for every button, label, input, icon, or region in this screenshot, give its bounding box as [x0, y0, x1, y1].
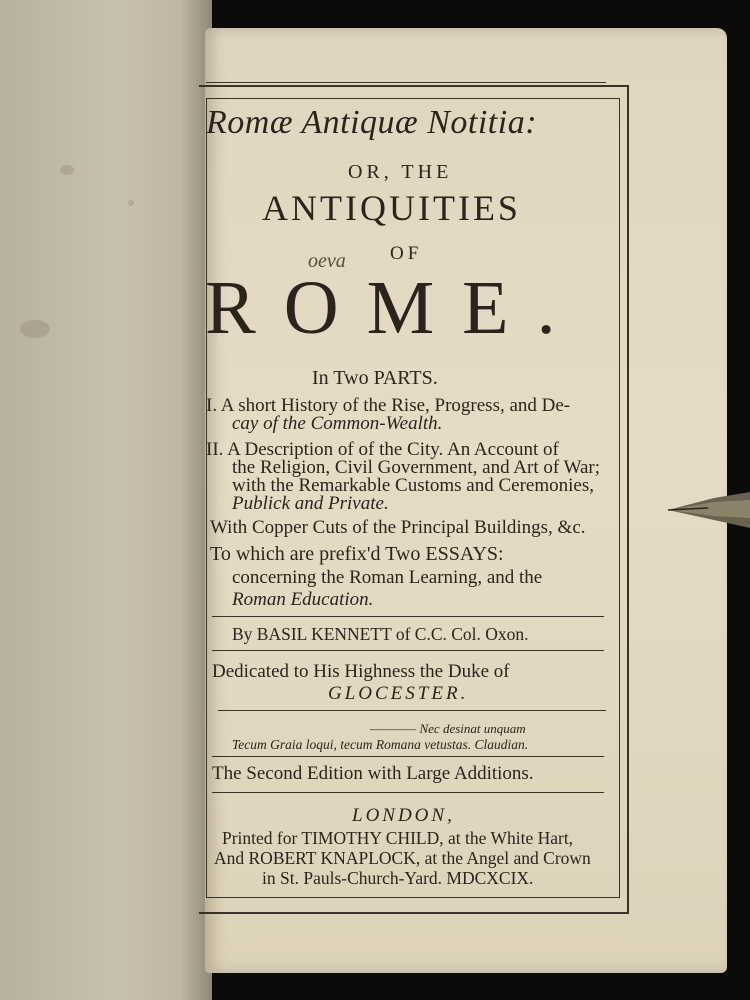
dedication-line-1: Dedicated to His Highness the Duke of	[212, 661, 510, 682]
paper-stain	[60, 165, 74, 175]
title-line-4: OF	[390, 243, 423, 264]
part2-line-a: II. A Description of of the City. An Account of	[206, 439, 559, 460]
parts-heading: In Two PARTS.	[312, 367, 438, 389]
part2-line-b: the Religion, Civil Government, and Art of War;	[232, 457, 601, 478]
paper-stain	[128, 200, 134, 206]
rule-quote-bottom	[212, 756, 604, 757]
part1-line-a: I. A short History of the Rise, Progress, and De-	[206, 395, 571, 416]
rule-author-top	[212, 616, 604, 617]
edition-line: The Second Edition with Large Additions.	[212, 763, 534, 784]
part2-line-c: with the Remarkable Customs and Ceremonies,	[232, 475, 594, 496]
title-line-5: ROME.	[205, 266, 584, 350]
rule-edition-bottom	[212, 792, 604, 793]
facing-blank-page	[0, 0, 212, 1000]
author-line: By BASIL KENNETT of C.C. Col. Oxon.	[232, 624, 529, 644]
essays-line-c: Roman Education.	[232, 589, 374, 610]
quote-line-2: Tecum Graia loqui, tecum Romana vetustas. Claudian.	[232, 737, 529, 752]
imprint-line-2: And ROBERT KNAPLOCK, at the Angel and Crown	[214, 848, 591, 868]
title-line-2: OR, THE	[348, 161, 453, 183]
rule-top	[206, 82, 606, 83]
handwritten-annotation: oeva	[308, 250, 346, 272]
part1-line-b: cay of the Common-Wealth.	[232, 413, 443, 434]
title-line-3: ANTIQUITIES	[262, 188, 521, 228]
title-line-1: Romæ Antiquæ Notitia:	[206, 104, 538, 141]
part2-line-d: Publick and Private.	[232, 493, 389, 514]
imprint-city: LONDON,	[352, 805, 455, 826]
copper-cuts-line: With Copper Cuts of the Principal Buildings, &c.	[210, 517, 586, 538]
paper-stain	[20, 320, 50, 338]
imprint-line-3: in St. Pauls-Church-Yard. MDCXCIX.	[262, 868, 534, 888]
rule-author-bottom	[212, 650, 604, 651]
essays-line-b: concerning the Roman Learning, and the	[232, 567, 543, 588]
essays-line-a: To which are prefix'd Two ESSAYS:	[210, 543, 504, 565]
rule-quote-top	[218, 710, 606, 711]
imprint-line-1: Printed for TIMOTHY CHILD, at the White Hart,	[222, 828, 574, 848]
dedication-line-2: GLOCESTER.	[328, 683, 469, 704]
quote-line-1: ———— Nec desinat unquam	[370, 721, 526, 736]
pen-nib-icon	[668, 488, 750, 532]
